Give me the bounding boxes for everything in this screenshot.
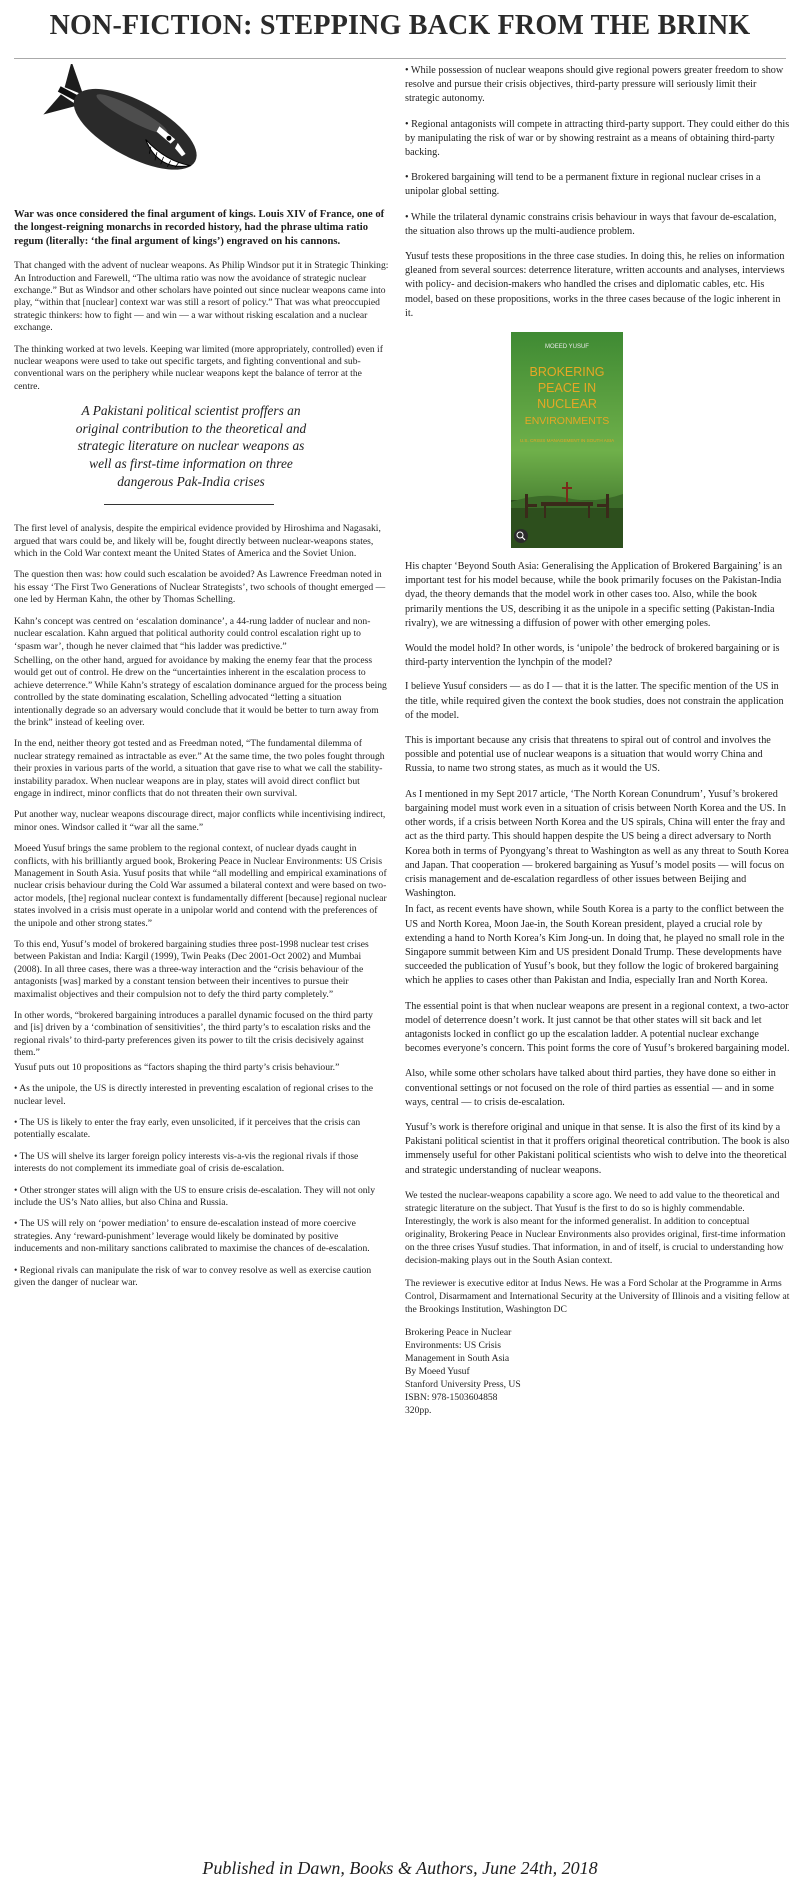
body-paragraph: Put another way, nuclear weapons discourage direct, major conflicts while incentivising indirect, minor ones. Windsor called it “war all the same.”	[14, 809, 386, 833]
body-paragraph: I believe Yusuf considers — as do I — that it is the latter. The specific mention of the US in the title, while required given the context the book studies, does not constrain the application of the model.	[405, 681, 784, 721]
book-cover-text: ENVIRONMENTS	[524, 415, 610, 428]
proposition-item: • The US will rely on ‘power mediation’ to ensure de-escalation instead of more coercive strategies. Any ‘reward-punishment’ leverage would likely be dominated by positive inducements and non-military sanctions calibrated to maximise the chances of de-escalation.	[14, 1218, 370, 1255]
book-cover-text: MOEED YUSUF	[545, 344, 589, 351]
book-detail-line: By Moeed Yusuf	[405, 1365, 470, 1377]
cartoon-bomb-icon	[14, 64, 389, 204]
body-paragraph: Schelling, on the other hand, argued for avoidance by making the enemy fear that the process would get out of control. He drew on the “uncertainties inherent in the escalation process to achieve deterrence.” While Kahn’s strategy of escalation dominance argued for the process being controlled by the state dominating escalation, Schelling advocated “letting a situation intentionally degrade so an adversary would conclude that it would be better to turn away from the brink” instead of keeling over.	[14, 654, 387, 728]
body-paragraph: Moeed Yusuf brings the same problem to the regional context, of nuclear dyads caught in conflicts, with his brilliantly argued book, Brokering Peace in Nuclear Environments: US Crisis Management in South Asia. Yusuf posits that while “all modelling and empirical examinations of nuclear crisis behaviour during the Cold War assumed a bilateral context and were based on two-actor models, [the] regional nuclear context is fundamentally different [because] regional nuclear states involved in a crisis must operate in a unipolar world and contend with the preferences of the unipole and other strong states.”	[14, 843, 387, 929]
proposition-item: • Regional rivals can manipulate the risk of war to convey resolve as well as exercise caution given the danger of nuclear war.	[14, 1264, 372, 1288]
body-paragraph: This is important because any crisis that threatens to spiral out of control and involves the possible and potential use of nuclear weapons is a situation that would worry China and Russia, to name two strong states, as much as it would the US.	[405, 735, 771, 775]
right-column	[405, 64, 790, 1417]
article-lede: War was once considered the final argument of kings. Louis XIV of France, one of the longest-reigning monarchs in recorded history, had the phrase ultima ratio regum (literally: ‘the final argument of kings’) engraved on his cannons.	[14, 209, 385, 247]
book-cover-text: U.S. CRISIS MANAGEMENT IN SOUTH ASIA	[519, 438, 615, 444]
book-detail-line: ISBN: 978-1503604858	[405, 1391, 498, 1403]
body-paragraph: Yusuf puts out 10 propositions as “factors shaping the third party’s crisis behaviour.”	[14, 1061, 340, 1073]
body-paragraph: In the end, neither theory got tested and as Freedman noted, “The fundamental dilemma of nuclear strategy remained as intractable as ever.” At the same time, the two poles fought through their proxies in various parts of the world, a situation that gave rise to what we call the stability-instability paradox. When nuclear weapons are in play, states will avoid direct conflict but engage in indirect, minor conflicts that do not threaten their own survival.	[14, 738, 385, 799]
body-paragraph: The question then was: how could such escalation be avoided? As Lawrence Freedman noted in his essay ‘The First Two Generations of Nuclear Strategists’, two schools of thought emerged –– one led by Herman Kahn, the other by Thomas Schelling.	[14, 569, 386, 606]
book-detail-line: Brokering Peace in Nuclear	[405, 1326, 512, 1338]
left-column	[14, 64, 389, 1298]
book-cover-text: BROKERING	[529, 365, 605, 380]
proposition-item: • Regional antagonists will compete in attracting third-party support. They could either do this by manipulating the risk of war or by showing restraint as a means of obtaining third-party backing.	[405, 118, 790, 159]
body-paragraph: In other words, “brokered bargaining introduces a parallel dynamic focused on the third party and [is] driven by a ‘combination of sensitivities’, the third party’s to escalation risks and the regional rivals’ to third-party preferences given its power to tilt the crisis decisively against them.”	[14, 1010, 373, 1059]
publication-footer: Published in Dawn, Books & Authors, June 24th, 2018	[202, 1858, 598, 1878]
body-paragraph: Yusuf’s work is therefore original and unique in that sense. It is also the first of its kind by a Pakistani political scientist in that it proffers original theoretical contribution. The book is also immensely useful for other Pakistani political scientists who wish to delve into the theoretical and strategic understanding of nuclear weapons.	[405, 1121, 790, 1176]
proposition-item: • As the unipole, the US is directly interested in preventing escalation of regional crises to the nuclear level.	[14, 1083, 374, 1107]
book-cover-art	[511, 332, 623, 548]
proposition-item: • The US is likely to enter the fray early, even unsolicited, if it perceives that the crisis can potentially escalate.	[14, 1116, 361, 1141]
book-detail-line: Stanford University Press, US	[405, 1378, 521, 1390]
book-detail-line: Management in South Asia	[405, 1352, 510, 1364]
book-cover-text: PEACE IN	[537, 381, 597, 396]
body-paragraph: In fact, as recent events have shown, while South Korea is a party to the conflict between the US and North Korea, Moon Jae-in, the South Korean president, played a crucial role by extending a hand to North Korea’s Kim Jong-un. In doing that, he played no small role in the Singapore summit between Kim and US president Donald Trump. These developments have succeeded the publication of Yusuf’s book, but they follow the logic of brokered bargaining which he applies to cases other than Pakistan and India, especially Iran and North Korea.	[405, 904, 785, 987]
article-headline: NON-FICTION: STEPPING BACK FROM THE BRINK	[49, 10, 751, 41]
proposition-item: • While the trilateral dynamic constrains crisis behaviour in ways that favour de-escalation, the situation also throws up the multi-audience problem.	[405, 211, 777, 237]
body-paragraph: The first level of analysis, despite the empirical evidence provided by Hiroshima and Nagasaki, argued that wars could be, and likely will be, fought directly between nuclear-weapons states, which in the Cold War context meant the United States of America and the Soviet Union.	[14, 523, 381, 560]
book-cover-text: NUCLEAR	[537, 397, 597, 412]
headline-rule	[14, 58, 786, 59]
body-paragraph: The essential point is that when nuclear weapons are present in a regional context, a two-actor model of deterrence doesn’t work. It just cannot be that other states will sit back and let antagonists locked in conflict go up the escalation ladder. A potential nuclear exchange becomes everyone’s concern. This point forms the core of Yusuf’s brokered bargaining model.	[405, 1000, 790, 1055]
body-paragraph: That changed with the advent of nuclear weapons. As Philip Windsor put it in Strategic Thinking: An Introduction and Farewell, “The ultima ratio was now the avoidance of strategic nuclear exchange.” But as Windsor and other scholars have pointed out since nuclear weapons came into play, “within that [nuclear] context war was still a resort of policy.” That was what preoccupied strategic thinkers: how to fight — and win — a war without risking escalation and a nuclear exchange.	[14, 260, 389, 334]
pull-quote: A Pakistani political scientist proffers an original contribution to the theoretical and strategic literature on nuclear weapons as well as first-time information on three dangerous Pak-India crises	[75, 403, 307, 489]
proposition-item: • Other stronger states will align with the US to ensure crisis de-escalation. They will not only include the US’s Nato allies, but also China and Russia.	[14, 1184, 376, 1208]
book-detail-line: Environments: US Crisis	[405, 1339, 501, 1351]
body-paragraph: To this end, Yusuf’s model of brokered bargaining studies three post-1998 nuclear test crises between Pakistan and India: Kargil (1999), Twin Peaks (Dec 2001-Oct 2002) and Mumbai (2008). In all three cases, there was a three-way interaction and the “crisis behaviour of the antagonists [was] marked by a constant tension between their incentives to pursue their maximalist objectives and their compulsion not to defy the third party completely.”	[14, 939, 369, 1000]
body-paragraph: Would the model hold? In other words, is ‘unipole’ the bedrock of brokered bargaining or is third-party intervention the lynchpin of the model?	[405, 643, 780, 669]
body-paragraph: Also, while some other scholars have talked about third parties, they have done so either in conventional settings or not focused on the role of third parties as essential — and in some ways, central — to crisis de-escalation.	[405, 1068, 776, 1108]
proposition-item: • The US will shelve its larger foreign policy interests vis-a-vis the regional rivals if those interests do not complement its immediate goal of crisis de-escalation.	[14, 1150, 359, 1175]
proposition-item: • While possession of nuclear weapons should give regional powers greater freedom to show resolve and pursue their crisis objectives, third-party pressure will seriously limit their strategic autonomy.	[405, 65, 784, 105]
body-paragraph: The thinking worked at two levels. Keeping war limited (more appropriately, controlled) even if nuclear weapons were used to take out specific targets, and fighting conventional and sub-conventional wars on the periphery while nuclear weapons kept the balance of terror at the centre.	[14, 343, 383, 392]
body-paragraph: As I mentioned in my Sept 2017 article, ‘The North Korean Conundrum’, Yusuf’s brokered bargaining model must work even in a situation of crisis between North Korea and the US. In other words, if a crisis between North Korea and the US spirals, China will enter the fray and act as the third party. This should happen despite the US being a direct adversary to North Korea both in terms of Pyongyang’s threat to Washington as well as any threat to South Korea and Japan. That cooperation — brokered bargaining as Yusuf’s model posits — will focus on crisis management and de-escalation regardless of other issues between Beijing and Washington.	[405, 788, 789, 900]
book-details	[405, 1326, 790, 1417]
body-paragraph: Kahn’s concept was centred on ‘escalation dominance’, a 44-rung ladder of nuclear and non-nuclear escalation. Kahn argued that political authority could control escalation right up to ‘spasm war’, though he never claimed that “his ladder was predictive.”	[14, 615, 371, 652]
reviewer-bio: The reviewer is executive editor at Indus News. He was a Ford Scholar at the Programme in Arms Control, Disarmament and International Security at the University of Illinois and a visiting fellow at the Brookings Institution, Washington DC	[405, 1277, 790, 1315]
body-paragraph: His chapter ‘Beyond South Asia: Generalising the Application of Brokered Bargaining’ is an important test for his model because, while the book primarily focuses on the Pakistan-India dyad, the theory demands that the model work in other cases too. Also, while the book primarily mentions the US, describing it as the unipole in a specific setting (Pakistan-India rivalry), we are witnessing a diffusion of power with other emerging poles.	[405, 561, 783, 629]
body-paragraph: We tested the nuclear-weapons capability a score ago. We need to add value to the theoretical and strategic literature on the subject. That Yusuf is the first to do so is highly commendable. Interestingly, the work is also meant for the informed generalist. In addition to conceptual originality, Brokering Peace in Nuclear Environments also provides original, first-time information on the three crises Yusuf studies. That information, in and of itself, is crucial to understanding how decision-making plays out in the South Asian context.	[405, 1189, 786, 1266]
bomb-illustration	[14, 64, 389, 204]
book-cover	[511, 332, 623, 548]
body-paragraph: Yusuf tests these propositions in the three case studies. In doing this, he relies on information gleaned from several sources: deterrence literature, written accounts and analyses, interviews with policy- and decision-makers who handled the crises and diplomatic cables, etc. His model, based on these propositions, works in the three cases because of the logic inherent in it.	[405, 251, 785, 319]
proposition-item: • Brokered bargaining will tend to be a permanent fixture in regional nuclear crises in a unipolar global setting.	[405, 172, 761, 198]
book-detail-line: 320pp.	[405, 1404, 432, 1416]
pull-quote-rule	[104, 504, 274, 505]
